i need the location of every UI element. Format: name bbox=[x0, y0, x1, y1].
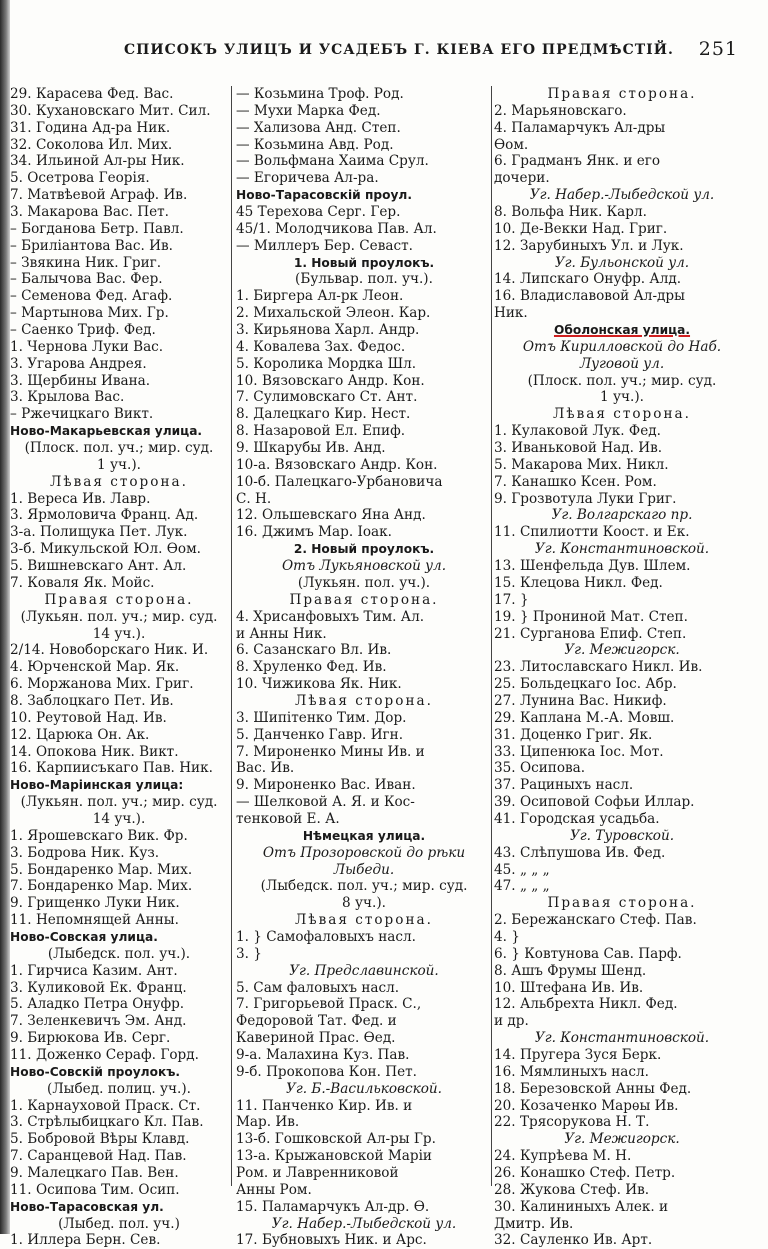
list-entry: 12. Царюка Он. Ак. bbox=[10, 726, 150, 743]
list-entry: 6. Градманъ Янк. и его bbox=[494, 153, 661, 170]
list-entry: Отъ Кирилловской до Наб. bbox=[522, 338, 722, 355]
list-entry: 28. Жукова Стеф. Ив. bbox=[494, 1181, 650, 1198]
list-entry: 9. Шкарубы Ив. Анд. bbox=[236, 440, 386, 457]
list-entry: 2/14. Новоборскаго Ник. И. bbox=[10, 642, 209, 659]
list-entry: 7. Бондаренко Мар. Мих. bbox=[10, 878, 193, 895]
list-entry: — Егоричева Ал-ра. bbox=[236, 170, 379, 187]
list-entry: 1. Вереса Ив. Лавр. bbox=[10, 490, 151, 507]
list-entry: 13. Шенфельда Дув. Шлем. bbox=[494, 558, 691, 575]
list-entry: 31. Година Ад-ра Ник. bbox=[10, 119, 171, 136]
list-entry: Лѣвая сторона. bbox=[295, 692, 433, 709]
list-entry: 5. Макарова Мих. Никл. bbox=[494, 456, 669, 473]
list-entry: Уг. Константиновской. bbox=[534, 1030, 710, 1047]
list-entry: 47. „ „ „ bbox=[494, 878, 550, 895]
list-entry: 35. Осипова. bbox=[494, 760, 586, 777]
list-entry: 24. Купрѣева М. Н. bbox=[494, 1148, 632, 1165]
street-heading: Ново-Совская улица. bbox=[10, 929, 158, 944]
list-entry: 9. Малецкаго Пав. Вен. bbox=[10, 1165, 179, 1181]
list-entry: С. Н. bbox=[236, 490, 272, 507]
list-entry: (Лыбед. полиц. уч.). bbox=[47, 1080, 191, 1097]
list-entry: Луговой ул. bbox=[579, 355, 665, 372]
list-entry: — Хализова Анд. Степ. bbox=[236, 119, 401, 136]
list-entry: 27. Лунина Вас. Никиф. bbox=[494, 692, 667, 709]
list-entry: Федоровой Тат. Фед. и bbox=[236, 1013, 397, 1030]
list-entry: 7. Коваля Як. Мойс. bbox=[10, 574, 155, 591]
list-entry: 3. Стрѣлыбицкаго Кл. Пав. bbox=[10, 1114, 204, 1131]
list-entry: 1 уч.). bbox=[600, 389, 644, 406]
list-entry: Уг. Межигорск. bbox=[564, 642, 680, 659]
list-entry: 5. Бобровой Вѣры Клавд. bbox=[10, 1131, 190, 1148]
list-entry: 9. Бирюкова Ив. Серг. bbox=[10, 1030, 171, 1047]
list-entry: 3. Крылова Вас. bbox=[10, 389, 125, 406]
list-entry: 21. Сурганова Епиф. Степ. bbox=[494, 625, 687, 642]
list-entry: 2. Марьяновскаго. bbox=[494, 102, 627, 119]
list-entry: 3. Шипітенко Тим. Дор. bbox=[236, 709, 407, 726]
list-entry: Уг. Б.-Васильковской. bbox=[286, 1080, 442, 1097]
street-heading: Ново-Тарасовскій проул. bbox=[236, 188, 412, 203]
list-entry: 8. Заблоцкаго Пет. Ив. bbox=[10, 692, 174, 709]
list-entry: – Богданова Бетр. Павл. bbox=[10, 220, 184, 237]
list-entry: Лыбеди. bbox=[333, 861, 395, 878]
list-entry: 29. Карасева Фед. Вас. bbox=[10, 86, 174, 102]
street-heading: Оболонская улица. bbox=[553, 323, 691, 338]
list-entry: 31. Доценко Григ. Як. bbox=[494, 726, 653, 743]
list-entry: 1. Иллера Берн. Сев. bbox=[10, 1232, 161, 1249]
list-entry: 5. Сам фаловыхъ насл. bbox=[236, 979, 400, 996]
page-number: 251 bbox=[698, 38, 738, 60]
list-entry: 7. Мироненко Мины Ив. и bbox=[236, 743, 425, 760]
list-entry: (Бульвар. пол. уч.). bbox=[295, 271, 433, 288]
list-entry: — Вольфмана Хаима Срул. bbox=[236, 153, 429, 170]
list-entry: 6. Сазанскаго Вл. Ив. bbox=[236, 642, 392, 659]
list-entry: 1. } Самофаловыхъ насл. bbox=[236, 928, 416, 945]
list-entry: 5. Данченко Гавр. Игн. bbox=[236, 726, 404, 743]
list-entry: 26. Конашко Стеф. Петр. bbox=[494, 1165, 676, 1181]
list-entry: 4. } bbox=[494, 928, 520, 945]
list-entry: Уг. Туровской. bbox=[569, 827, 675, 844]
list-entry: 3. Бодрова Ник. Куз. bbox=[10, 844, 160, 861]
list-entry: 25. Больдецкаго Іос. Абр. bbox=[494, 676, 677, 693]
list-entry: 10. Вязовскаго Андр. Кон. bbox=[236, 372, 425, 389]
street-heading: Нѣмецкая улица. bbox=[302, 828, 426, 843]
list-entry: 14. Липскаго Онуфр. Алд. bbox=[494, 271, 682, 288]
list-entry: 23. Литославскаго Никл. Ив. bbox=[494, 659, 703, 676]
list-entry: 43. Слѣпушова Ив. Фед. bbox=[494, 844, 666, 861]
list-entry: 11. Доженко Сераф. Горд. bbox=[10, 1046, 199, 1063]
street-heading: Ново-Макарьевская улица. bbox=[10, 424, 203, 439]
list-entry: 9-б. Прокопова Кон. Пет. bbox=[236, 1063, 417, 1080]
list-entry: 15. Паламарчукъ Ал-др. Ѳ. bbox=[236, 1198, 430, 1215]
list-entry: тенковой Е. А. bbox=[236, 810, 340, 827]
list-entry: Уг. Константиновской. bbox=[534, 541, 710, 558]
list-entry: 3. Кирьянова Харл. Андр. bbox=[236, 322, 420, 339]
list-entry: 3. Иваньковой Над. Ив. bbox=[494, 440, 663, 457]
list-entry: 10. Реутовой Над. Ив. bbox=[10, 709, 167, 726]
list-entry: 20. Козаченко Марѳы Ив. bbox=[494, 1097, 679, 1114]
list-entry: 16. Джимъ Мар. Іоак. bbox=[236, 524, 392, 541]
list-entry: 8. Ашъ Фрумы Шенд. bbox=[494, 962, 647, 979]
list-entry: Уг. Набер.-Лыбедской ул. bbox=[271, 1215, 457, 1232]
list-entry: и Анны Ник. bbox=[236, 625, 327, 642]
list-entry: 5. Осетрова Георія. bbox=[10, 170, 150, 187]
list-entry: (Лукьян. пол. уч.). bbox=[297, 574, 431, 591]
list-entry: — Козьмина Авд. Род. bbox=[236, 136, 394, 153]
street-heading: Ново-Совскій проулокъ. bbox=[10, 1064, 181, 1079]
list-entry: Правая сторона. bbox=[289, 591, 439, 608]
list-entry: 34. Ильиной Ал-ры Ник. bbox=[10, 153, 185, 170]
column-1 bbox=[10, 86, 228, 1249]
list-entry: 1. Биргера Ал-рк Леон. bbox=[236, 288, 404, 305]
list-entry: 2. Бережанскаго Стеф. Пав. bbox=[494, 912, 697, 929]
list-entry: — Мухи Марка Фед. bbox=[236, 102, 381, 119]
list-entry: 3. Ярмоловича Франц. Ад. bbox=[10, 507, 199, 524]
list-entry: 45/1. Молодчикова Пав. Ал. bbox=[236, 220, 437, 237]
list-entry: 7. Саранцевой Над. Пав. bbox=[10, 1148, 187, 1165]
list-entry: 1. Ярошевскаго Вик. Фр. bbox=[10, 827, 188, 844]
list-entry: (Лыбедск. пол. уч.; мир. суд. bbox=[260, 878, 468, 895]
list-entry: (Плоск. пол. уч.; мир. суд. bbox=[527, 372, 717, 389]
list-entry: 9. Грищенко Луки Ник. bbox=[10, 895, 180, 912]
list-entry: – Бриліантова Вас. Ив. bbox=[10, 237, 173, 254]
list-entry: 9. Грозвотула Луки Григ. bbox=[494, 490, 677, 507]
list-entry: Лѣвая сторона. bbox=[553, 406, 691, 423]
list-entry: Отъ Лукьяновской ул. bbox=[281, 558, 447, 575]
list-entry: Правая сторона. bbox=[44, 591, 194, 608]
list-entry: 11. Панченко Кир. Ив. и bbox=[236, 1097, 413, 1114]
list-entry: Ѳом. bbox=[494, 136, 529, 153]
list-entry: 37. Рациныхъ насл. bbox=[494, 777, 634, 794]
list-entry: (Лыбед. пол. уч.) bbox=[58, 1215, 180, 1232]
list-entry: Уг. Предславинской. bbox=[289, 962, 439, 979]
list-entry: 11. Спилиотти Коост. и Ек. bbox=[494, 524, 690, 541]
list-entry: 4. Юрченской Мар. Як. bbox=[10, 659, 180, 676]
list-entry: 10. Штефана Ив. Ив. bbox=[494, 979, 644, 996]
list-entry: 7. Зеленкевичъ Эм. Анд. bbox=[10, 1013, 187, 1030]
list-entry: 29. Каплана М.-А. Мовш. bbox=[494, 709, 675, 726]
list-entry: Правая сторона. bbox=[547, 86, 697, 102]
list-entry: (Лукьян. пол. уч.; мир. суд. bbox=[20, 608, 218, 625]
running-head: СПИСОКЪ УЛИЦЪ И УСАДЕБЪ Г. КІЕВА ЕГО ПРЕДМѢСТІЙ. bbox=[124, 42, 674, 58]
list-entry: Дмитр. Ив. bbox=[494, 1215, 574, 1232]
column-divider bbox=[231, 86, 232, 1186]
list-entry: 5. Королика Мордка Шл. bbox=[236, 355, 417, 372]
list-entry: – Саенко Триф. Фед. bbox=[10, 322, 156, 339]
list-entry: 14 уч.). bbox=[92, 810, 146, 827]
list-entry: 14. Опокова Ник. Викт. bbox=[10, 743, 179, 760]
page-header bbox=[40, 38, 738, 62]
list-entry: 12. Зарубиныхъ Ул. и Лук. bbox=[494, 237, 684, 254]
list-entry: 41. Городская усадьба. bbox=[494, 810, 660, 827]
book-gutter-shadow bbox=[0, 0, 10, 1234]
street-heading: 1. Новый проулокъ. bbox=[293, 255, 435, 270]
list-entry: – Ржечицкаго Викт. bbox=[10, 406, 154, 423]
list-entry: Отъ Прозоровской до рѣки bbox=[262, 844, 466, 861]
list-entry: 10-а. Вязовскаго Андр. Кон. bbox=[236, 456, 438, 473]
list-entry: – Балычова Вас. Фер. bbox=[10, 271, 163, 288]
list-entry: 11. Осипова Тим. Осип. bbox=[10, 1181, 180, 1198]
list-entry: 10. Де-Векки Над. Григ. bbox=[494, 220, 668, 237]
street-heading: Ново-Маріинская улица: bbox=[10, 778, 184, 793]
list-entry: 19. } Прониной Мат. Степ. bbox=[494, 608, 688, 625]
list-entry: 8. Назаровой Ел. Епиф. bbox=[236, 423, 406, 440]
list-entry: 3. Макарова Вас. Пет. bbox=[10, 204, 169, 221]
list-entry: Уг. Межигорск. bbox=[564, 1131, 680, 1148]
list-entry: 30. Кухановскаго Мит. Сил. bbox=[10, 102, 211, 119]
column-2 bbox=[236, 86, 492, 1249]
list-entry: 7. Григорьевой Праск. С., bbox=[236, 996, 422, 1013]
list-entry: – Семенова Фед. Агаф. bbox=[10, 288, 173, 305]
list-entry: 16. Карпиисъкаго Пав. Ник. bbox=[10, 760, 213, 777]
list-entry: Уг. Набер.-Лыбедской ул. bbox=[529, 187, 715, 204]
list-entry: Уг. Волгарскаго пр. bbox=[551, 507, 693, 524]
list-entry: 10-б. Палецкаго-Урбановича bbox=[236, 473, 443, 490]
column-3 bbox=[494, 86, 750, 1249]
list-entry: 9. Мироненко Вас. Иван. bbox=[236, 777, 416, 794]
list-entry: 4. Ковалева Зах. Федос. bbox=[236, 338, 406, 355]
list-entry: 4. Паламарчукъ Ал-дры bbox=[494, 119, 666, 136]
list-entry: 12. Альбрехта Никл. Фед. bbox=[494, 996, 678, 1013]
list-entry: (Плоск. пол. уч.; мир. суд. bbox=[24, 440, 214, 457]
list-entry: – Мартынова Мих. Гр. bbox=[10, 305, 169, 322]
list-entry: 18. Березовской Анны Фед. bbox=[494, 1080, 692, 1097]
list-entry: Анны Ром. bbox=[236, 1181, 312, 1198]
list-entry: Вас. Ив. bbox=[236, 760, 295, 777]
list-entry: — Шелковой А. Я. и Кос- bbox=[236, 794, 415, 811]
list-entry: Ник. bbox=[494, 305, 528, 322]
street-heading: Ново-Тарасовская ул. bbox=[10, 1199, 164, 1214]
list-entry: дочери. bbox=[494, 170, 550, 187]
list-entry: 3. } bbox=[236, 945, 262, 962]
list-entry: 3-а. Полищука Пет. Лук. bbox=[10, 524, 188, 541]
list-entry: 17. } bbox=[494, 591, 529, 608]
list-entry: 6. } Ковтунова Сав. Парф. bbox=[494, 945, 682, 962]
list-entry: 3. Куликовой Ек. Франц. bbox=[10, 979, 187, 996]
list-entry: 11. Непомнящей Анны. bbox=[10, 912, 179, 929]
list-entry: – Звякина Ник. Григ. bbox=[10, 254, 162, 271]
list-entry: 45. „ „ „ bbox=[494, 861, 550, 878]
list-entry: 4. Хрисанфовыхъ Тим. Ал. bbox=[236, 608, 425, 625]
list-entry: 3. Угарова Андрея. bbox=[10, 355, 147, 372]
list-entry: Кавериной Прас. Ѳед. bbox=[236, 1030, 396, 1047]
list-entry: 32. Соколова Ил. Мих. bbox=[10, 136, 173, 153]
list-entry: — Козьмина Троф. Род. bbox=[236, 86, 404, 102]
list-entry: 15. Клецова Никл. Фед. bbox=[494, 574, 663, 591]
list-entry: 1. Кулаковой Лук. Фед. bbox=[494, 423, 661, 440]
list-entry: Ром. и Лавренниковой bbox=[236, 1165, 399, 1181]
list-entry: 30. Калининыхъ Алек. и bbox=[494, 1198, 669, 1215]
list-entry: Мар. Ив. bbox=[236, 1114, 300, 1131]
list-entry: 7. Матвѣевой Аграф. Ив. bbox=[10, 187, 188, 204]
list-entry: 8. Далецкаго Кир. Нест. bbox=[236, 406, 411, 423]
list-entry: Лѣвая сторона. bbox=[295, 912, 433, 929]
list-entry: 17. Бубновыхъ Ник. и Арс. bbox=[236, 1232, 427, 1249]
list-entry: 8. Вольфа Ник. Карл. bbox=[494, 204, 647, 221]
list-entry: (Лукьян. пол. уч.; мир. суд. bbox=[20, 794, 218, 811]
list-entry: 1 уч.). bbox=[97, 456, 141, 473]
list-entry: — Миллеръ Бер. Севаст. bbox=[236, 237, 413, 254]
list-entry: 8. Хруленко Фед. Ив. bbox=[236, 659, 387, 676]
list-entry: 3. Щербины Ивана. bbox=[10, 372, 151, 389]
list-entry: 45 Терехова Серг. Гер. bbox=[236, 204, 401, 221]
list-entry: 14. Пругера Зуся Берк. bbox=[494, 1046, 662, 1063]
list-entry: Лѣвая сторона. bbox=[50, 473, 188, 490]
list-entry: 13-а. Крыжановской Маріи bbox=[236, 1148, 432, 1165]
list-entry: 13-б. Гошковской Ал-ры Гр. bbox=[236, 1131, 436, 1148]
list-entry: Уг. Бульонской ул. bbox=[554, 254, 690, 271]
list-entry: 3-б. Микульской Юл. Ѳом. bbox=[10, 541, 201, 558]
list-entry: 12. Ольшевскаго Яна Анд. bbox=[236, 507, 426, 524]
list-entry: и др. bbox=[494, 1013, 529, 1030]
list-entry: 22. Трясорукова Н. Т. bbox=[494, 1114, 650, 1131]
list-entry: 1. Чернова Луки Вас. bbox=[10, 338, 164, 355]
list-entry: 32. Сауленко Ив. Арт. bbox=[494, 1232, 653, 1249]
list-entry: 16. Владиславовой Ал-дры bbox=[494, 288, 685, 305]
list-entry: 6. Моржанова Мих. Григ. bbox=[10, 676, 194, 693]
list-entry: 5. Аладко Петра Онуфр. bbox=[10, 996, 185, 1013]
list-entry: 14 уч.). bbox=[92, 625, 146, 642]
street-heading: 2. Новый проулокъ. bbox=[293, 542, 435, 557]
list-entry: 2. Михальской Элеон. Кар. bbox=[236, 305, 431, 322]
list-entry: 33. Ципенюка Іос. Мот. bbox=[494, 743, 664, 760]
list-entry: 16. Мямлиныхъ насл. bbox=[494, 1063, 649, 1080]
list-entry: 5. Вишневскаго Ант. Ал. bbox=[10, 558, 187, 575]
list-entry: 5. Бондаренко Мар. Мих. bbox=[10, 861, 193, 878]
list-entry: 8 уч.). bbox=[342, 895, 386, 912]
list-entry: 1. Карнауховой Праск. Ст. bbox=[10, 1097, 201, 1114]
list-entry: 7. Сулимовскаго Ст. Ант. bbox=[236, 389, 418, 406]
list-entry: 9-а. Малахина Куз. Пав. bbox=[236, 1046, 410, 1063]
list-entry: 39. Осиповой Софьи Иллар. bbox=[494, 794, 695, 811]
list-entry: 1. Гирчиса Казим. Ант. bbox=[10, 962, 178, 979]
list-entry: 10. Чижикова Як. Ник. bbox=[236, 676, 402, 693]
list-entry: Правая сторона. bbox=[547, 895, 697, 912]
list-entry: 7. Канашко Ксен. Ром. bbox=[494, 473, 657, 490]
list-entry: (Лыбедск. пол. уч.). bbox=[47, 945, 191, 962]
